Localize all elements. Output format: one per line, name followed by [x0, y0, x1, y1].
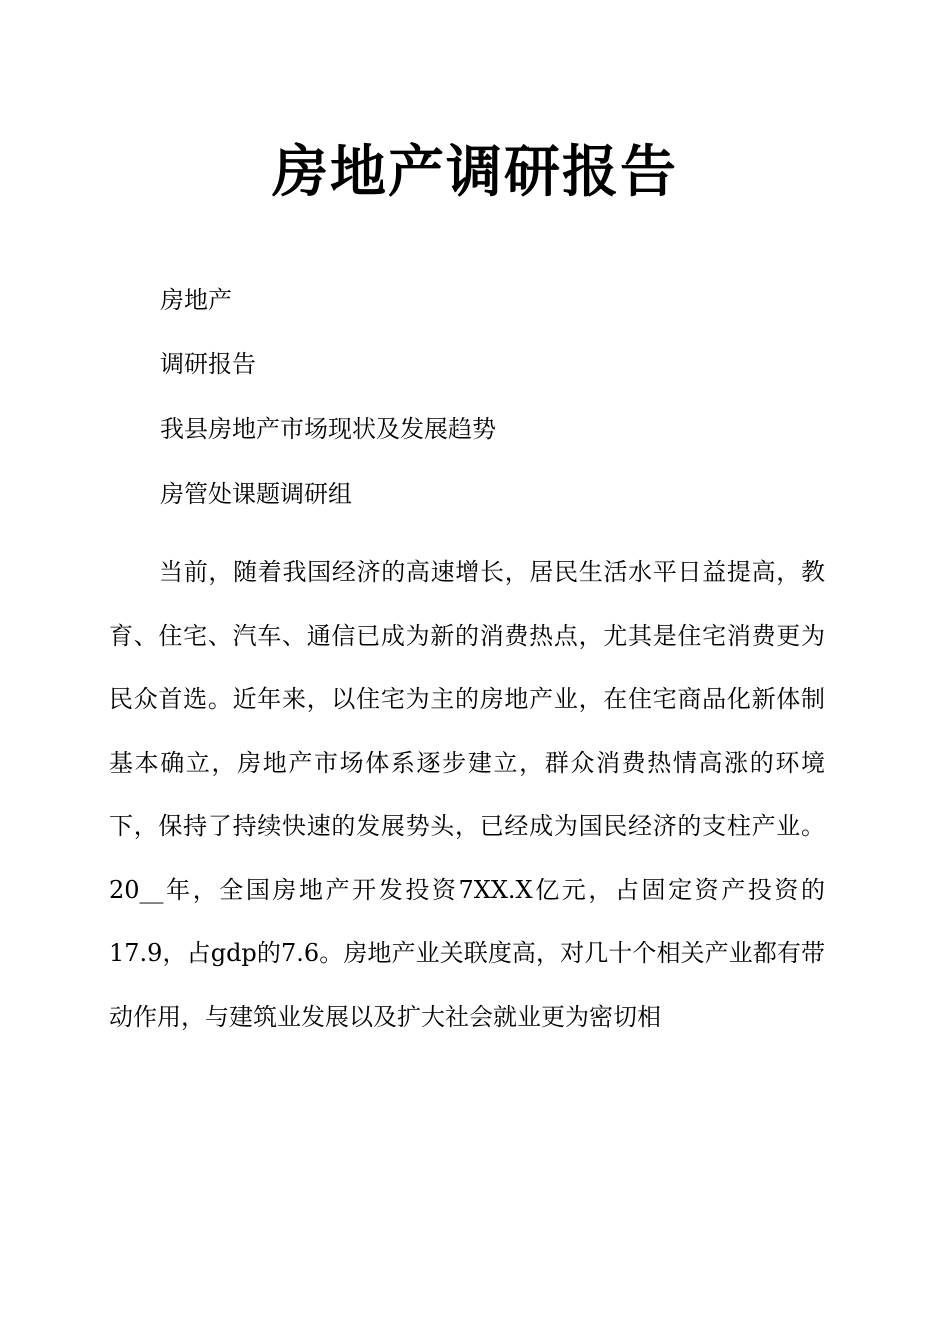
body-paragraph: 当前，随着我国经济的高速增长，居民生活水平日益提高，教育、住宅、汽车、通信已成为新的消费热点，尤其是住宅消费更为民众首选。近年来，以住宅为主的房地产业，在住宅商品化新体制基本确立，房地产市场体系逐步建立，群众消费热情高涨的环境下，保持了持续快速的发展势头，已经成为国民经济的支柱产业。20__年，全国房地产开发投资7XX.X亿元，占固定资产投资的17.9，占gdp的7.6。房地产业关联度高，对几十个相关产业都有带动作用，与建筑业发展以及扩大社会就业更为密切相: [109, 558, 825, 1031]
author-line: 房管处课题调研组: [160, 480, 352, 508]
subtitle-line-3: 我县房地产市场现状及发展趋势: [160, 415, 496, 443]
document-title: 房地产调研报告: [272, 140, 678, 205]
subtitle-line-2: 调研报告: [160, 350, 256, 378]
subtitle-line-1: 房地产: [160, 286, 232, 314]
